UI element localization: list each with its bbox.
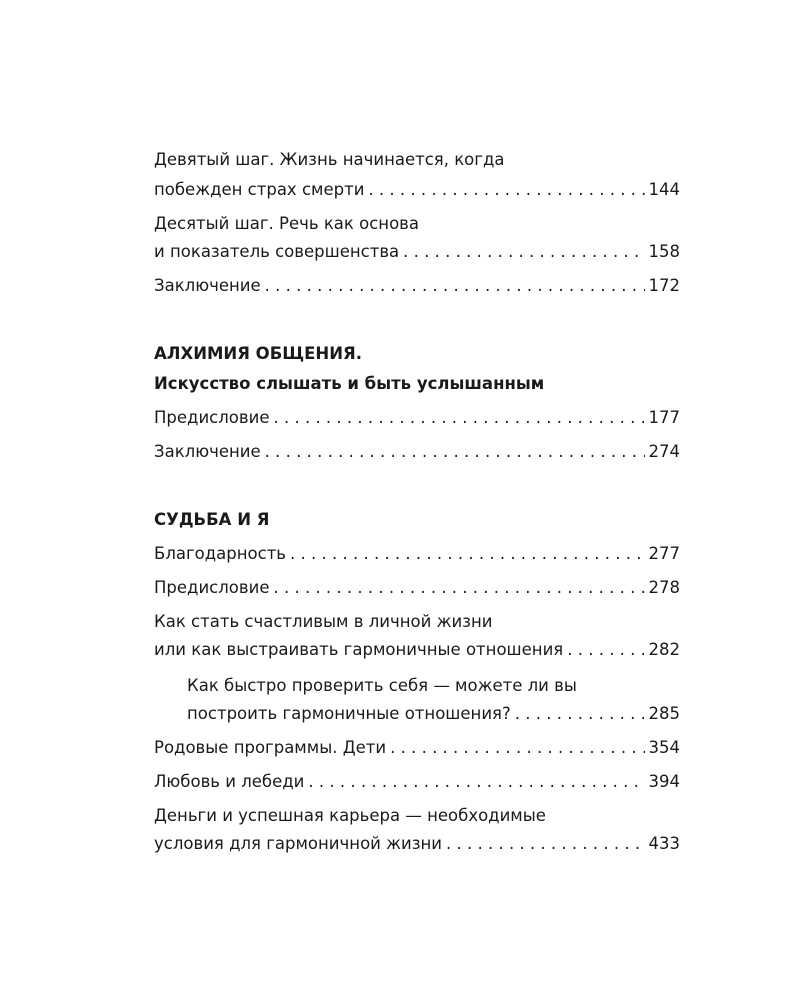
toc-entry-title: Предисловие (154, 408, 270, 427)
dot-leader (308, 770, 644, 794)
page-number: 274 (648, 442, 680, 461)
toc-entry-title: Деньги и успешная карьера — необходимые (154, 806, 546, 825)
toc-entry-title: Как быстро проверить себя — можете ли вы (187, 676, 577, 695)
toc-entry-title: побежден страх смерти (154, 180, 365, 199)
toc-entry[interactable] (154, 736, 680, 760)
dot-leader (273, 406, 644, 430)
dot-leader (515, 702, 645, 726)
toc-entry-line (154, 610, 680, 634)
dot-leader (390, 736, 644, 760)
page-number: 285 (648, 704, 680, 723)
toc-entry-title: или как выстраивать гармоничные отношения (154, 640, 564, 659)
toc-entry-title: Как стать счастливым в личной жизни (154, 612, 493, 631)
toc-entry-title: и показатель совершенства (154, 242, 400, 261)
dot-leader (446, 832, 644, 856)
page-number: 158 (648, 242, 680, 261)
toc-entry-line (154, 804, 680, 828)
toc-entry-title: Благодарность (154, 544, 287, 563)
page-number: 394 (648, 772, 680, 791)
dot-leader (265, 274, 645, 298)
table-of-contents (154, 0, 680, 1000)
toc-entry-title: условия для гармоничной жизни (154, 834, 443, 853)
toc-entry[interactable] (154, 440, 680, 464)
dot-leader (265, 440, 645, 464)
toc-entry-title: Девятый шаг. Жизнь начинается, когда (154, 150, 505, 169)
section-subtitle-text: Искусство слышать и быть услышанным (154, 374, 545, 393)
toc-entry[interactable] (154, 274, 680, 298)
toc-entry-title: Любовь и лебеди (154, 772, 305, 791)
toc-entry[interactable] (154, 576, 680, 600)
page-number: 433 (648, 834, 680, 853)
page-number: 354 (648, 738, 680, 757)
toc-subentry[interactable] (187, 702, 680, 726)
toc-entry-line (154, 148, 680, 172)
dot-leader (368, 178, 644, 202)
toc-entry[interactable] (154, 178, 680, 202)
page-number: 278 (648, 578, 680, 597)
toc-entry[interactable] (154, 638, 680, 662)
toc-entry-title: Заключение (154, 442, 261, 461)
page-number: 172 (648, 276, 680, 295)
section-title-text: СУДЬБА И Я (154, 510, 270, 529)
page-number: 144 (648, 180, 680, 199)
toc-entry[interactable] (154, 542, 680, 566)
section-title (154, 342, 680, 366)
dot-leader (273, 576, 644, 600)
dot-leader (567, 638, 644, 662)
toc-subentry-line (187, 674, 680, 698)
page-number: 282 (648, 640, 680, 659)
toc-entry[interactable] (154, 832, 680, 856)
toc-entry[interactable] (154, 240, 680, 264)
toc-entry[interactable] (154, 406, 680, 430)
dot-leader (403, 240, 644, 264)
toc-entry[interactable] (154, 770, 680, 794)
section-subtitle (154, 372, 680, 396)
page-number: 277 (648, 544, 680, 563)
page-number: 177 (648, 408, 680, 427)
toc-entry-title: Заключение (154, 276, 261, 295)
toc-entry-title: Предисловие (154, 578, 270, 597)
section-title (154, 508, 680, 532)
section-title-text: АЛХИМИЯ ОБЩЕНИЯ. (154, 344, 363, 363)
dot-leader (290, 542, 644, 566)
toc-entry-title: Десятый шаг. Речь как основа (154, 214, 420, 233)
toc-entry-title: Родовые программы. Дети (154, 738, 387, 757)
toc-entry-line (154, 212, 680, 236)
toc-entry-title: построить гармоничные отношения? (187, 704, 511, 723)
